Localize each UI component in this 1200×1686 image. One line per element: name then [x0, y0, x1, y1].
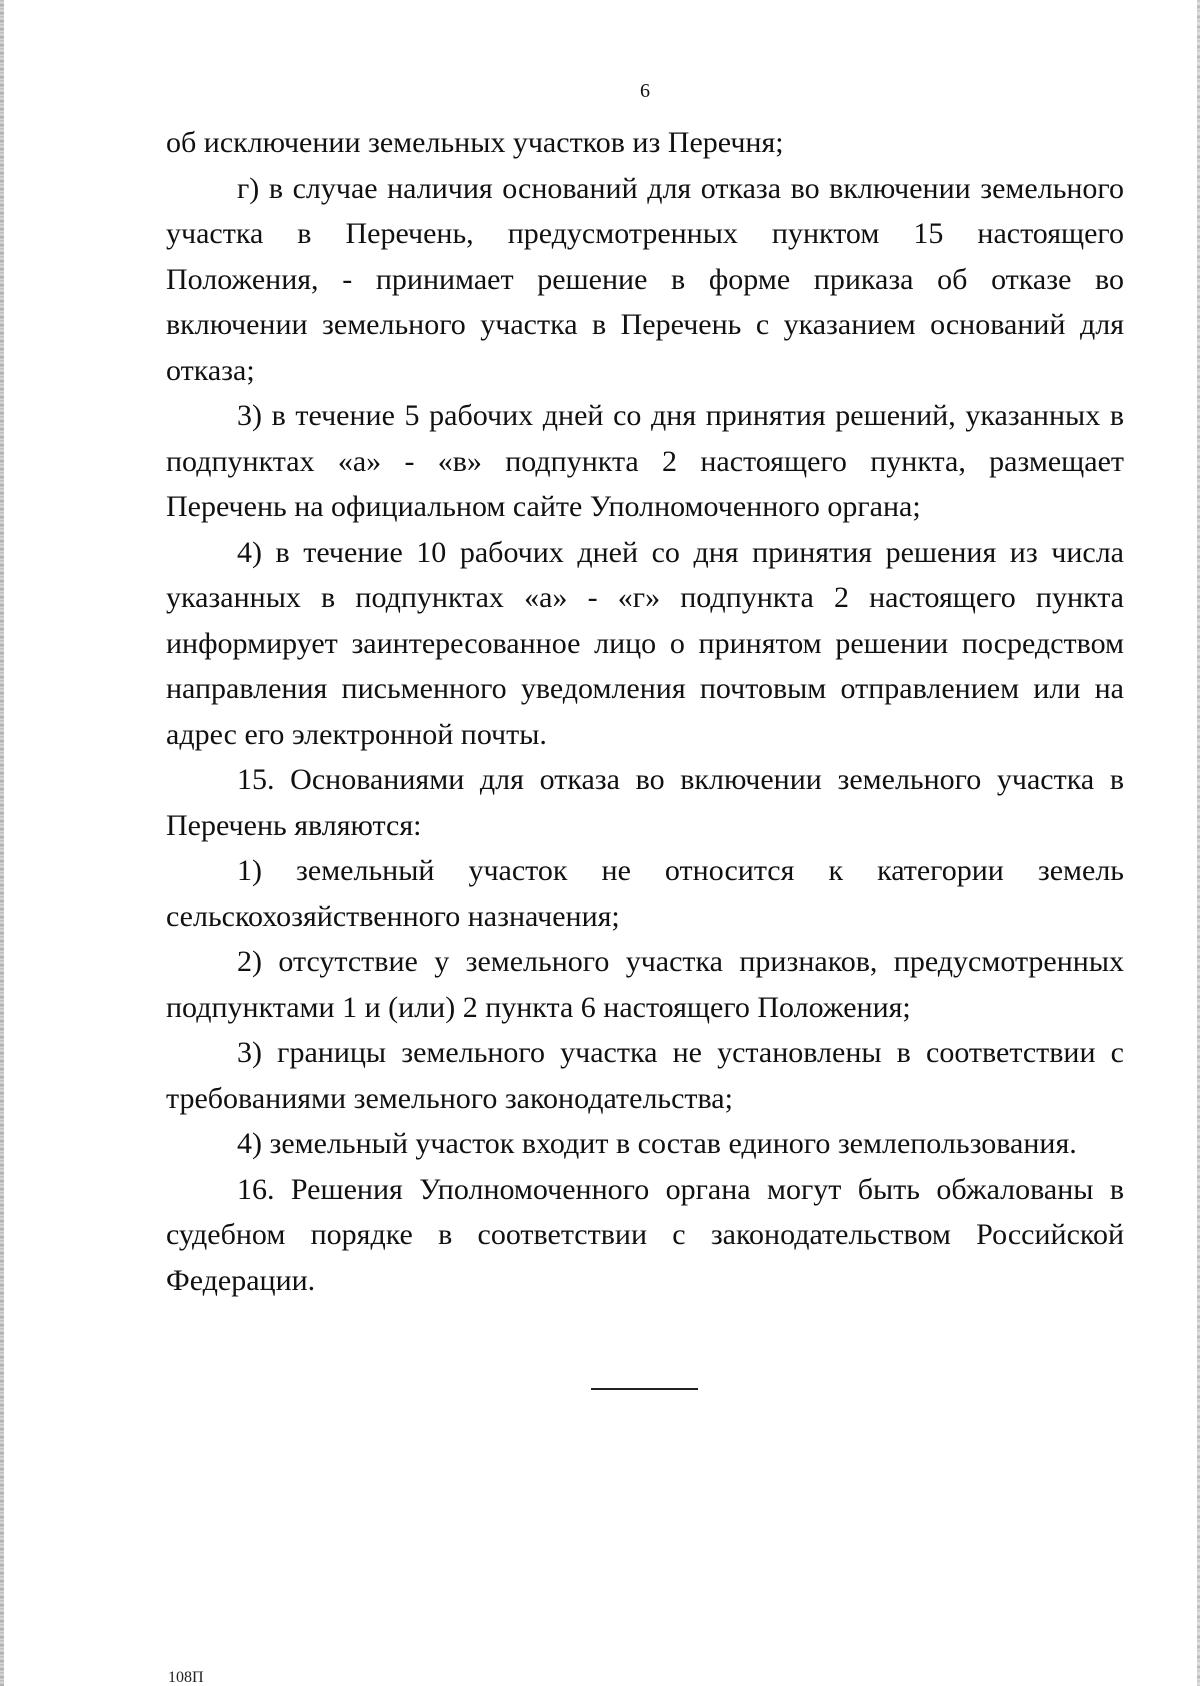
page-number: 6 [640, 80, 650, 102]
paragraph-continuation: об исключении земельных участков из Перечня; [166, 126, 784, 159]
paragraph-clause-15: 15. Основаниями для отказа во включении земельного участка в Перечень являются: [166, 763, 1124, 842]
paragraph-item-4: 4) в течение 10 рабочих дней со дня принятия решения из числа указанных в подпунктах «а» - «г» подпункта 2 настоящего пункта информирует заинтересованное лицо о принятом решении посредством направления письменного уведомления почтовым отправлением или на адрес его электронной почты. [166, 535, 1124, 751]
paragraph-clause-15-item-1: 1) земельный участок не относится к категории земель сельскохозяйственного назначения; [166, 854, 1124, 933]
paragraph-item-3: 3) в течение 5 рабочих дней со дня принятия решений, указанных в подпунктах «а» - «в» подпункта 2 настоящего пункта, размещает Перечень на официальном сайте Уполномоченного органа; [166, 399, 1124, 523]
scan-edge-left [0, 0, 4, 1686]
document-body [166, 120, 1124, 1303]
end-of-document-rule [591, 1388, 698, 1390]
paragraph-item-g: г) в случае наличия оснований для отказа во включении земельного участка в Перечень, предусмотренных пунктом 15 настоящего Положения, - принимает решение в форме приказа об отказе во включении земельного участка в Перечень с указанием оснований для отказа; [166, 171, 1124, 387]
paragraph-clause-15-item-4: 4) земельный участок входит в состав единого землепользования. [237, 1127, 1077, 1160]
footer-document-code: 108П [168, 1669, 204, 1686]
paragraph-clause-15-item-3: 3) границы земельного участка не установлены в соответствии с требованиями земельного законодательства; [166, 1036, 1124, 1115]
paragraph-clause-16: 16. Решения Уполномоченного органа могут быть обжалованы в судебном порядке в соответствии с законодательством Российской Федерации. [166, 1172, 1124, 1297]
paragraph-clause-15-item-2: 2) отсутствие у земельного участка признаков, предусмотренных подпунктами 1 и (или) 2 пункта 6 настоящего Положения; [166, 945, 1124, 1024]
